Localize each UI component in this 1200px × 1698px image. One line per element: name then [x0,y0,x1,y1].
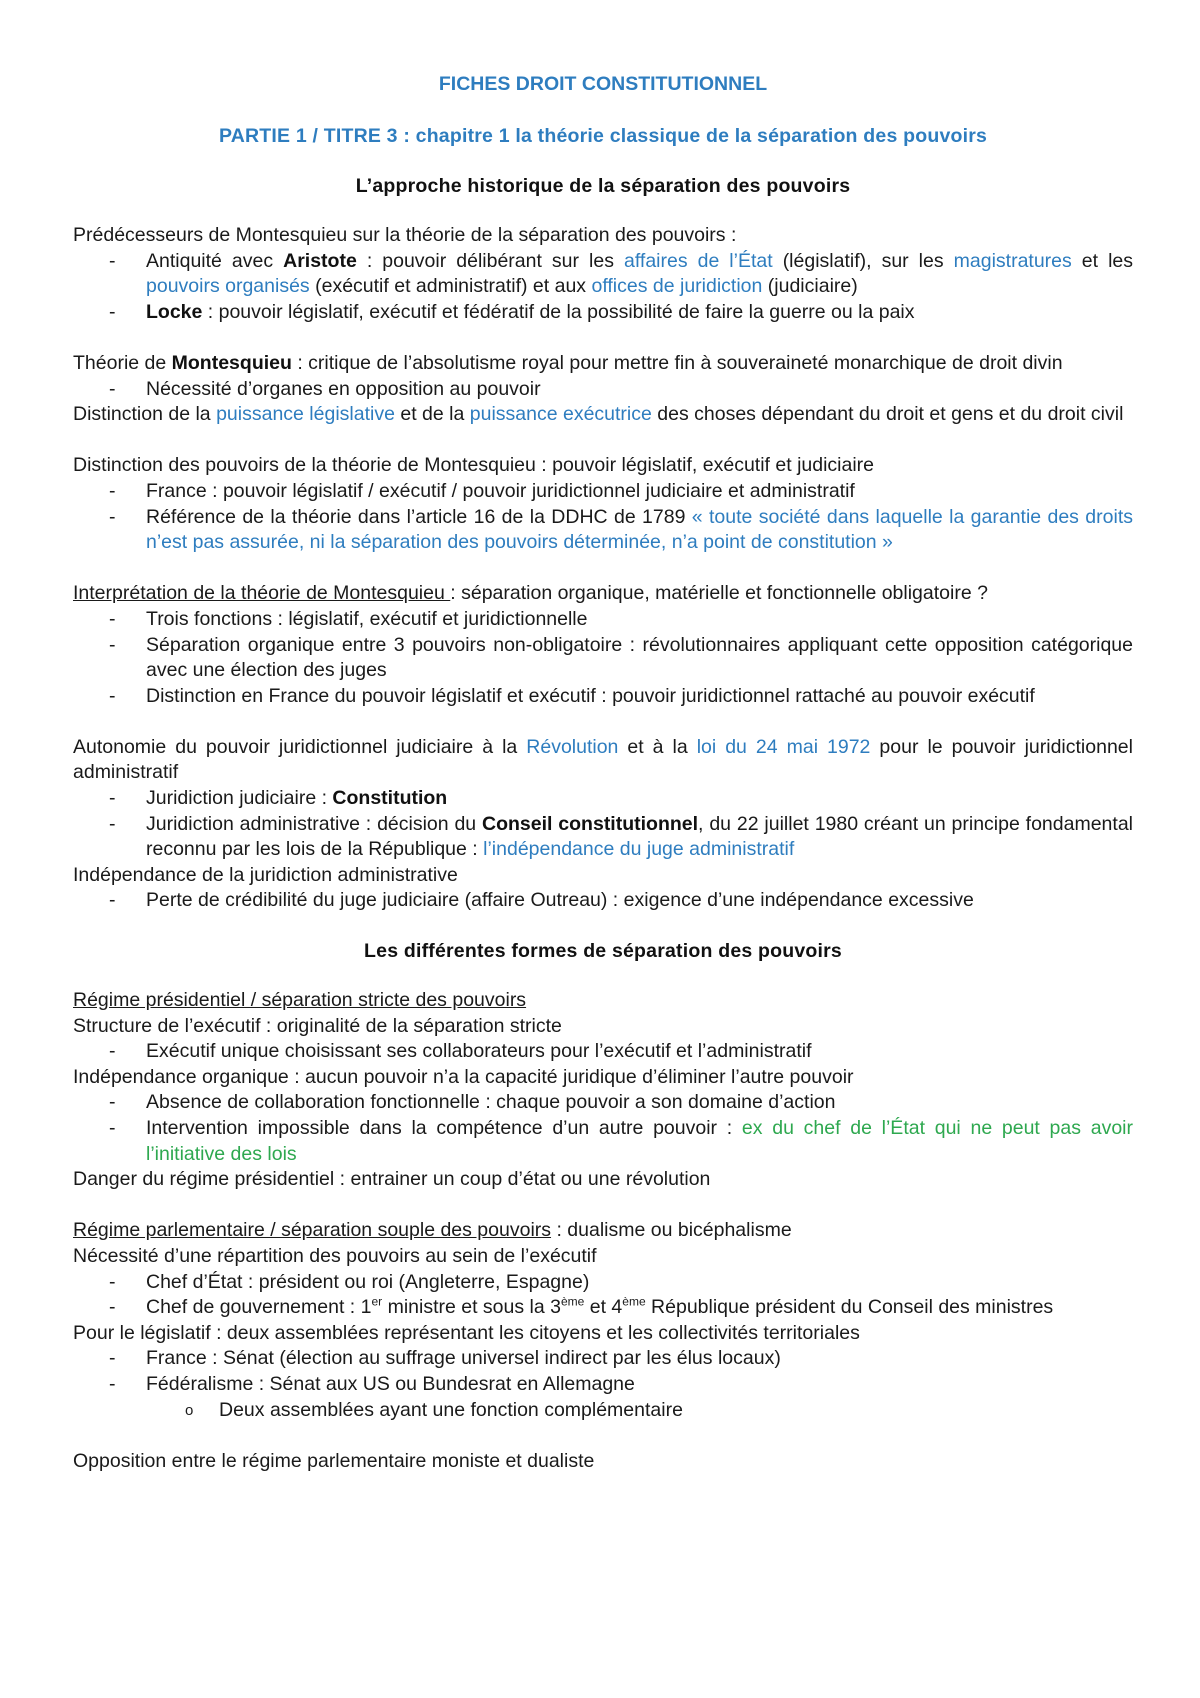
subheading-regime-presidentiel: Régime présidentiel / séparation stricte des pouvoirs [73,989,527,1012]
list-item: - Trois fonctions : législatif, exécutif et juridictionnelle [73,607,1133,633]
sub-list-item: o Deux assemblées ayant une fonction complémentaire [73,1398,1133,1424]
section-heading-historique: L’approche historique de la séparation des pouvoirs [355,175,851,197]
independance-organique-list [73,1090,1133,1167]
distinction-list [73,479,1133,556]
paragraph-legislatif: Pour le législatif : deux assemblées représentant les citoyens et les collectivités territoriales [73,1321,860,1344]
section-heading-formes: Les différentes formes de séparation des pouvoirs [364,940,842,963]
document-subtitle: PARTIE 1 / TITRE 3 : chapitre 1 la théorie classique de la séparation des pouvoirs [218,125,988,147]
list-item: - Exécutif unique choisissant ses collaborateurs pour l’exécutif et l’administratif [73,1039,1133,1065]
paragraph-opposition: Opposition entre le régime parlementaire moniste et dualiste [73,1449,595,1472]
list-item: - Fédéralisme : Sénat aux US ou Bundesrat en Allemagne o Deux assemblées ayant une fonction complémentaire [73,1372,1133,1423]
autonomie-list [73,786,1133,863]
paragraph-distinction-pouvoirs: Distinction des pouvoirs de la théorie de Montesquieu : pouvoir législatif, exécutif et judiciaire [73,454,875,477]
list-item: - Chef de gouvernement : 1er ministre et sous la 3ème et 4ème République président du Conseil des ministres [73,1295,1133,1321]
interpretation-list [73,607,1133,709]
list-item: - Chef d’État : président ou roi (Angleterre, Espagne) [73,1270,1133,1296]
list-item: - Juridiction judiciaire : Constitution [73,786,1133,812]
predecessors-list [73,249,1133,326]
executif-list [73,1270,1133,1321]
paragraph-montesquieu: Théorie de Montesquieu : critique de l’absolutisme royal pour mettre fin à souveraineté monarchique de droit divin [73,351,1063,374]
independance-list [73,888,1133,914]
paragraph-distinction: Distinction de la puissance législative et de la puissance exécutrice des choses dépendant du droit et gens et du droit civil [73,403,1124,426]
subheading-regime-parlementaire: Régime parlementaire / séparation souple des pouvoirs : dualisme ou bicéphalisme [73,1219,792,1242]
legislatif-list [73,1346,1133,1423]
paragraph-repartition: Nécessité d’une répartition des pouvoirs au sein de l’exécutif [73,1244,597,1267]
list-item: - Nécessité d’organes en opposition au pouvoir [73,377,1133,403]
list-item: - Perte de crédibilité du juge judiciaire (affaire Outreau) : exigence d’une indépendance excessive [73,888,1133,914]
paragraph-autonomie: Autonomie du pouvoir juridictionnel judiciaire à la Révolution et à la loi du 24 mai 1972 pour le pouvoir juridictionnel administratif [73,735,1133,784]
predecessors-intro: Prédécesseurs de Montesquieu sur la théorie de la séparation des pouvoirs : [73,224,737,246]
list-item: - Référence de la théorie dans l’article 16 de la DDHC de 1789 « toute société dans laquelle la garantie des droits n’est pas assurée, ni la séparation des pouvoirs déterminée, n’a point de constitution » [73,505,1133,556]
list-item: - Antiquité avec Aristote : pouvoir délibérant sur les affaires de l’État (législatif), sur les magistratures et les pouvoirs organisés (exécutif et administratif) et aux offices de juridiction (judiciaire) [73,249,1133,300]
list-item: - Juridiction administrative : décision du Conseil constitutionnel, du 22 juillet 1980 créant un principe fondamental reconnu par les lois de la République : l’indépendance du juge administratif [73,812,1133,863]
list-item: - France : pouvoir législatif / exécutif / pouvoir juridictionnel judiciaire et administratif [73,479,1133,505]
list-item: - France : Sénat (élection au suffrage universel indirect par les élus locaux) [73,1346,1133,1372]
paragraph-independance: Indépendance de la juridiction administrative [73,863,458,886]
sub-list [73,1398,1133,1424]
document-content [73,71,1133,1474]
list-item: - Locke : pouvoir législatif, exécutif et fédératif de la possibilité de faire la guerre ou la paix [73,300,1133,326]
paragraph-interpretation: Interprétation de la théorie de Montesquieu : séparation organique, matérielle et fonctionnelle obligatoire ? [73,582,988,605]
montesquieu-list [73,377,1133,403]
paragraph-structure-executif: Structure de l’exécutif : originalité de la séparation stricte [73,1014,562,1037]
paragraph-danger: Danger du régime présidentiel : entrainer un coup d’état ou une révolution [73,1168,711,1191]
list-item: - Absence de collaboration fonctionnelle : chaque pouvoir a son domaine d’action [73,1090,1133,1116]
paragraph-independance-organique: Indépendance organique : aucun pouvoir n’a la capacité juridique d’éliminer l’autre pouvoir [73,1065,854,1088]
structure-list [73,1039,1133,1065]
document-title: FICHES DROIT CONSTITUTIONNEL [438,73,768,95]
list-item: - Distinction en France du pouvoir législatif et exécutif : pouvoir juridictionnel rattaché au pouvoir exécutif [73,684,1133,710]
list-item: - Séparation organique entre 3 pouvoirs non-obligatoire : révolutionnaires appliquant cette opposition catégorique avec une élection des juges [73,633,1133,684]
list-item: - Intervention impossible dans la compétence d’un autre pouvoir : ex du chef de l’État qui ne peut pas avoir l’initiative des lois [73,1116,1133,1167]
